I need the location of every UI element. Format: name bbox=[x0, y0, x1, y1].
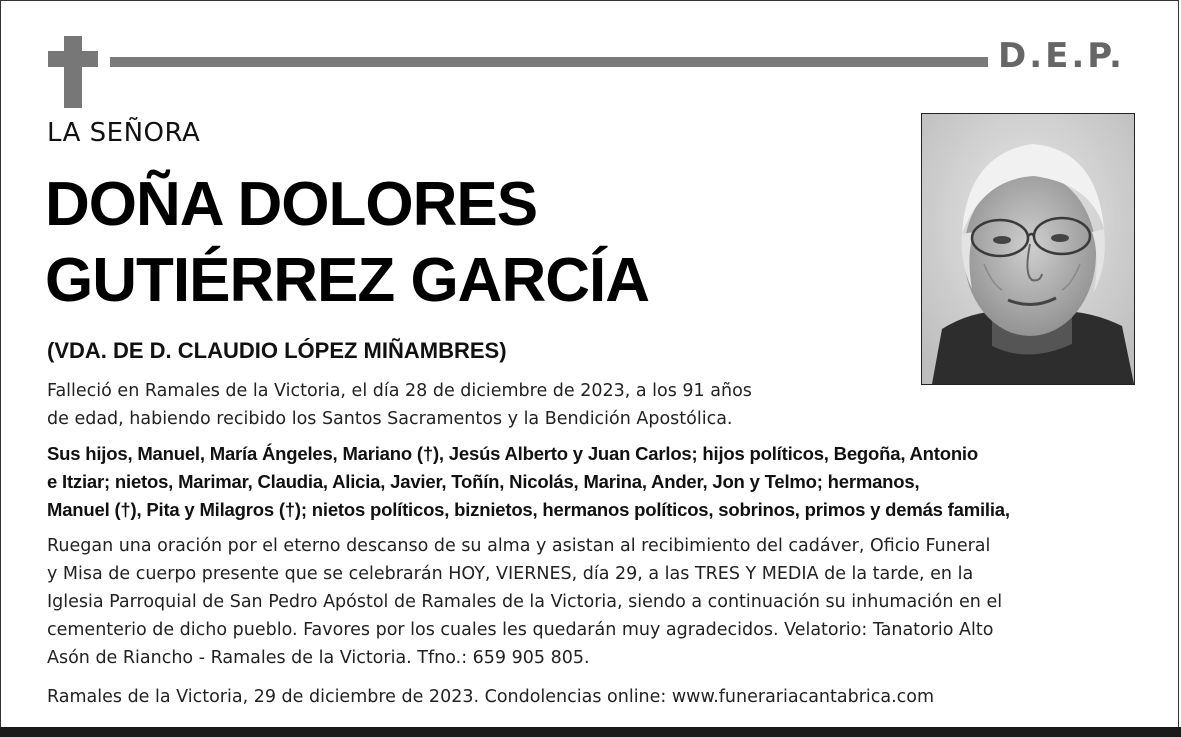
footer-line: Ramales de la Victoria, 29 de diciembre de 2023. Condolencias online: www.funerariacantabrica.com bbox=[47, 687, 935, 707]
bottom-rule bbox=[0, 727, 1181, 737]
request-line: Asón de Riancho - Ramales de la Victoria. Tfno.: 659 905 805. bbox=[47, 648, 590, 668]
death-line: Falleció en Ramales de la Victoria, el día 28 de diciembre de 2023, a los 91 años bbox=[47, 381, 752, 401]
family-line: e Itziar; nietos, Marimar, Claudia, Alicia, Javier, Toñín, Nicolás, Marina, Ander, Jon y Telmo; hermanos, bbox=[47, 471, 920, 492]
family-paragraph bbox=[47, 440, 1137, 524]
family-line: Sus hijos, Manuel, María Ángeles, Mariano (†), Jesús Alberto y Juan Carlos; hijos políticos, Begoña, Antonio bbox=[47, 443, 978, 464]
cross-icon bbox=[64, 36, 82, 108]
request-paragraph bbox=[47, 532, 1147, 672]
portrait-photo bbox=[921, 113, 1135, 385]
honorific-prefix: LA SEÑORA bbox=[47, 118, 201, 148]
deceased-name-line1: DOÑA DOLORES bbox=[45, 170, 538, 239]
request-line: Ruegan una oración por el eterno descanso de su alma y asistan al recibimiento del cadáver, Oficio Funeral bbox=[47, 536, 991, 556]
request-line: y Misa de cuerpo presente que se celebrarán HOY, VIERNES, día 29, a las TRES Y MEDIA de la tarde, en la bbox=[47, 564, 974, 584]
death-line: de edad, habiendo recibido los Santos Sacramentos y la Bendición Apostólica. bbox=[47, 409, 733, 429]
death-paragraph bbox=[47, 377, 877, 433]
dep-badge: D.E.P. bbox=[998, 36, 1125, 76]
family-line: Manuel (†), Pita y Milagros (†); nietos políticos, biznietos, hermanos políticos, sobrinos, primos y demás familia, bbox=[47, 499, 1010, 520]
header-rule bbox=[110, 57, 988, 67]
request-line: cementerio de dicho pueblo. Favores por los cuales les quedarán muy agradecidos. Velatorio: Tanatorio Alto bbox=[47, 620, 994, 640]
widow-of: (VDA. DE D. CLAUDIO LÓPEZ MIÑAMBRES) bbox=[47, 338, 507, 363]
deceased-name-line2: GUTIÉRREZ GARCÍA bbox=[45, 246, 649, 315]
request-line: Iglesia Parroquial de San Pedro Apóstol de Ramales de la Victoria, siendo a continuación su inhumación en el bbox=[47, 592, 1003, 612]
cross-icon-bar bbox=[48, 51, 98, 67]
